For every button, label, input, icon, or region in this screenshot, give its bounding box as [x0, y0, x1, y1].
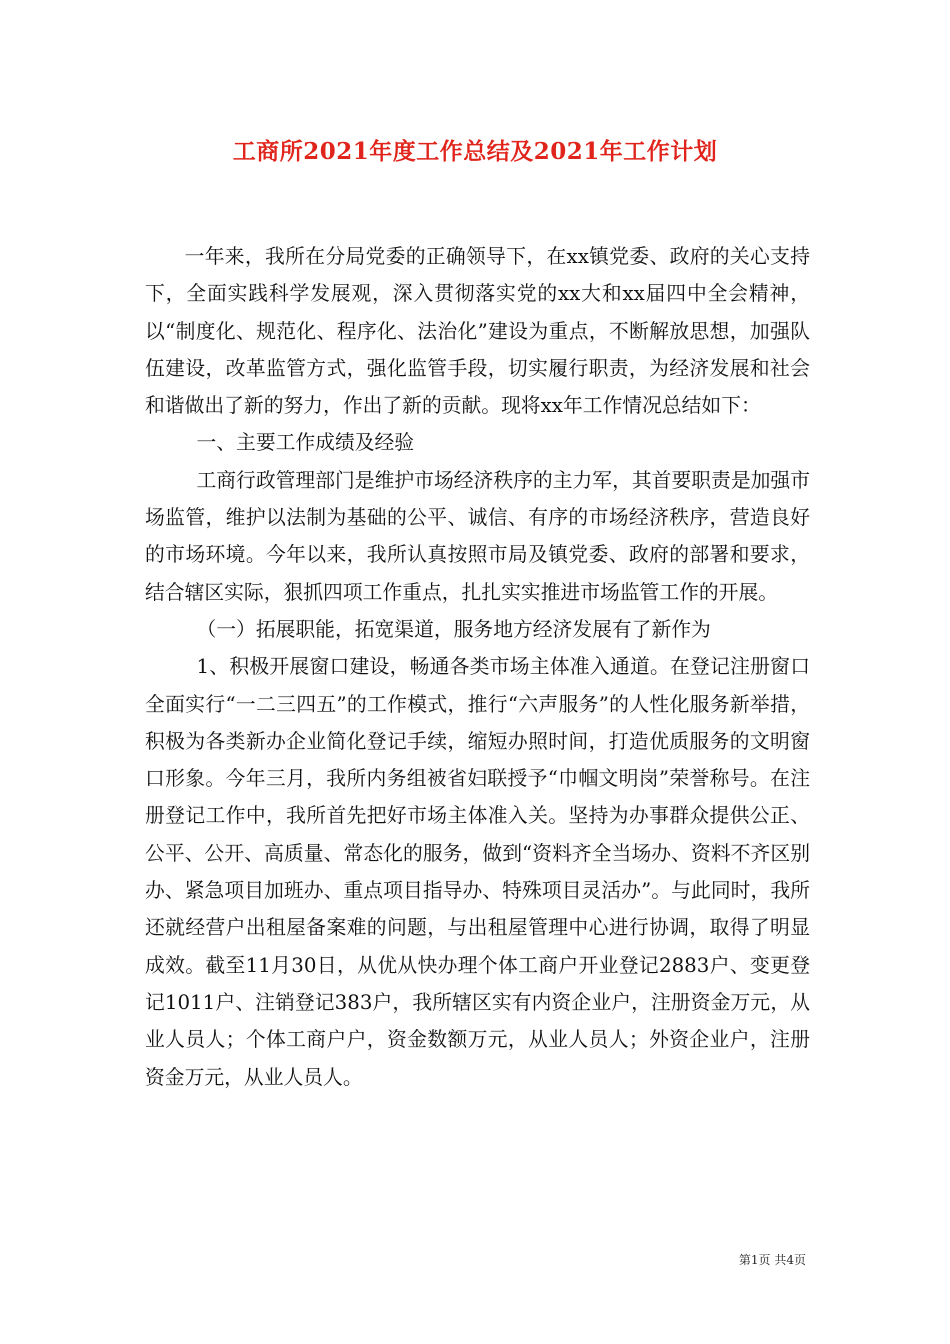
- document-title: 工商所2021年度工作总结及2021年工作计划: [232, 138, 718, 165]
- section-heading: 一、主要工作成绩及经验: [196, 431, 415, 455]
- paragraph-intro: 一年来，我所在分局党委的正确领导下，在xx镇党委、政府的关心支持下，全面实践科学发展观，深入贯彻落实党的xx大和xx届四中全会精神，以“制度化、规范化、程序化、法治化”建设为重点，不断解放思想，加强队伍建设，改革监管方式，强化监管手段，切实履行职责，为经济发展和社会和谐做出了新的努力，作出了新的贡献。现将xx年工作情况总结如下：: [145, 245, 810, 418]
- paragraph-overview: 工商行政管理部门是维护市场经济秩序的主力军，其首要职责是加强市场监管，维护以法制为基础的公平、诚信、有序的市场经济秩序，营造良好的市场环境。今年以来，我所认真按照市局及镇党委、政府的部署和要求，结合辖区实际，狠抓四项工作重点，扎扎实实推进市场监管工作的开展。: [145, 468, 810, 604]
- document-body: [145, 238, 810, 1096]
- subsection-heading: （一）拓展职能，拓宽渠道，服务地方经济发展有了新作为: [196, 617, 711, 641]
- paragraph-window-building: 1、积极开展窗口建设，畅通各类市场主体准入通道。在登记注册窗口全面实行“一二三四五”的工作模式，推行“六声服务”的人性化服务新举措，积极为各类新办企业简化登记手续，缩短办照时间，打造优质服务的文明窗口形象。今年三月，我所内务组被省妇联授予“巾帼文明岗”荣誉称号。在注册登记工作中，我所首先把好市场主体准入关。坚持为办事群众提供公正、公平、公开、高质量、常态化的服务，做到“资料齐全当场办、资料不齐区别办、紧急项目加班办、重点项目指导办、特殊项目灵活办”。与此同时，我所还就经营户出租屋备案难的问题，与出租屋管理中心进行协调，取得了明显成效。截至11月30日，从优从快办理个体工商户开业登记2883户、变更登记1011户、注销登记383户，我所辖区实有内资企业户，注册资金万元，从业人员人；个体工商户户，资金数额万元，从业人员人；外资企业户，注册资金万元，从业人员人。: [145, 655, 810, 1089]
- page-number: 第1页 共4页: [738, 1253, 806, 1267]
